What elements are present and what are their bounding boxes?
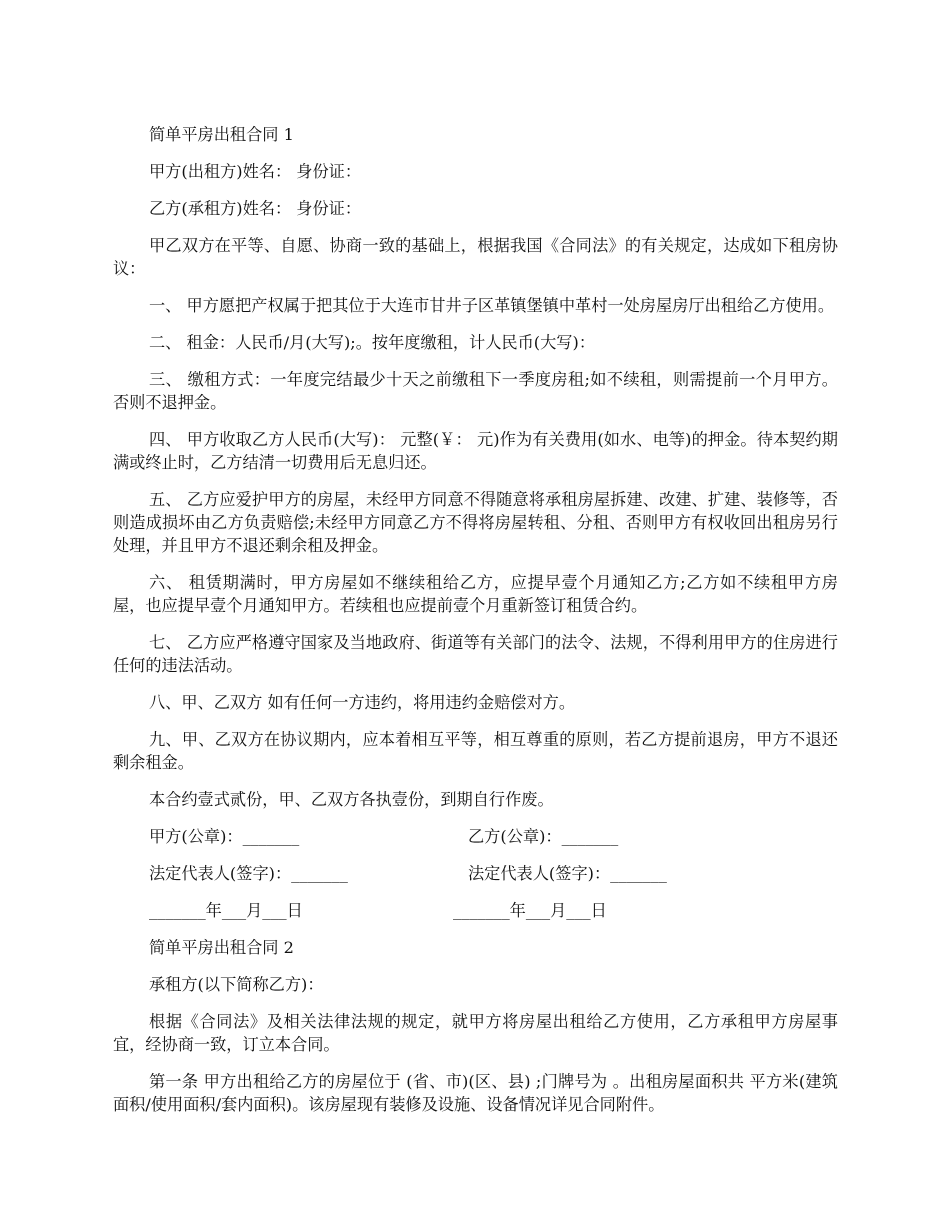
clause-3: 三、 缴租方式：一年度完结最少十天之前缴租下一季度房租;如不续租，则需提前一个月甲方。否则不退押金。 [113,370,838,412]
party-b-date-field: _______年___月___日 [453,901,607,920]
date-row [113,899,838,922]
copies-clause: 本合约壹式贰份，甲、乙双方各执壹份，到期自行作废。 [149,790,554,809]
clause-4: 四、 甲方收取乙方人民币(大写)： 元整(￥： 元)作为有关费用(如水、电等)的押金。待本契约期满或终止时，乙方结清一切费用后无息归还。 [113,430,838,472]
party-a-representative-field: 法定代表人(签字)：_______ [149,864,348,883]
article-1: 第一条 甲方出租给乙方的房屋位于 (省、市)(区、县) ;门牌号为 。出租房屋面积共 平方米(建筑面积/使用面积/套内面积)。该房屋现有装修及设施、设备情况详见合同附件。 [113,1072,838,1114]
clause-1: 一、 甲方愿把产权属于把其位于大连市甘井子区革镇堡镇中革村一处房屋房厅出租给乙方使用。 [149,296,835,315]
party-a-line: 甲方(出租方)姓名： 身份证： [149,162,362,181]
clause-7: 七、 乙方应严格遵守国家及当地政府、街道等有关部门的法令、法规，不得利用甲方的住房进行任何的违法活动。 [113,633,838,675]
contract-1-title: 简单平房出租合同 1 [149,125,294,144]
document-body [113,123,838,1130]
contract-2-title: 简单平房出租合同 2 [149,938,294,957]
clause-6: 六、 租赁期满时，甲方房屋如不继续租给乙方，应提早壹个月通知乙方;乙方如不续租甲方房屋，也应提早壹个月通知甲方。若续租也应提前壹个月重新签订租赁合约。 [113,573,838,615]
lessee-line: 承租方(以下简称乙方)： [149,975,324,994]
clause-5: 五、 乙方应爱护甲方的房屋，未经甲方同意不得随意将承租房屋拆建、改建、扩建、装修等，否则造成损坏由乙方负责赔偿;未经甲方同意乙方不得将房屋转租、分租、否则甲方有权收回出租房另行处理，并且甲方不退还剩余租及押金。 [113,490,838,555]
party-b-seal-field: 乙方(公章)：_______ [468,827,619,846]
contract-2-intro: 根据《合同法》及相关法律法规的规定，就甲方将房屋出租给乙方使用，乙方承租甲方房屋事宜，经协商一致，订立本合同。 [113,1012,838,1054]
party-b-line: 乙方(承租方)姓名： 身份证： [149,199,362,218]
party-a-seal-field: 甲方(公章)：_______ [149,827,300,846]
party-b-representative-field: 法定代表人(签字)：_______ [468,864,667,883]
clause-9: 九、甲、乙双方在协议期内，应本着相互平等，相互尊重的原则，若乙方提前退房，甲方不退还剩余租金。 [113,730,838,772]
clause-8: 八、甲、乙双方 如有任何一方违约，将用违约金赔偿对方。 [149,693,576,712]
seal-row [113,825,838,848]
party-a-date-field: _______年___月___日 [149,901,303,920]
representative-row [113,862,838,885]
contract-1-intro: 甲乙双方在平等、自愿、协商一致的基础上，根据我国《合同法》的有关规定，达成如下租房协议： [113,236,838,278]
clause-2: 二、 租金：人民币/月(大写);。按年度缴租，计人民币(大写)： [149,333,596,352]
